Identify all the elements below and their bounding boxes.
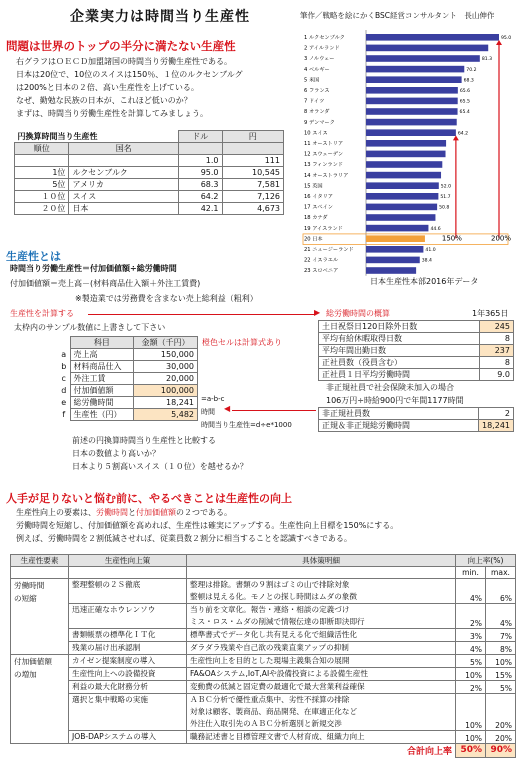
chart-value-label: 95.0 xyxy=(501,36,512,41)
follow-line: 日本の数値より高いか？ xyxy=(72,449,160,458)
min-cell[interactable]: 5% xyxy=(456,655,486,668)
chart-category-label: 19 アイスランド xyxy=(304,225,343,232)
author-line: 筆作／戦略を絵にかくBSC経営コンサルタント 長山伸作 xyxy=(300,11,495,20)
chart-bar xyxy=(366,204,437,211)
productivity-formula: 時間当り労働生産性＝付加価値額÷総労働時間 xyxy=(10,264,177,273)
chart-annotation: 200% xyxy=(491,234,512,243)
section3-body xyxy=(16,506,398,545)
section3-line: 生産性向上の要素は、労働時間と付加価値額の２つである。 xyxy=(16,508,232,517)
min-cell[interactable]: 2% xyxy=(456,681,486,694)
table-row: 非正規社員数 2 xyxy=(319,408,514,420)
calc-table xyxy=(58,336,198,421)
total-min: 50% xyxy=(456,744,486,758)
chart-value-label: 65.4 xyxy=(459,110,470,116)
hours-table-block xyxy=(318,320,514,432)
productivity-formula-note: 時間当り生産性=d÷e*1000 xyxy=(201,421,292,429)
chart-category-label: 6 フランス xyxy=(304,88,330,94)
table-row: 正社員１日平均労働時間 9.0 xyxy=(319,369,514,381)
chart-category-label: 17 スペイン xyxy=(304,204,333,211)
productivity-cell: 5,482 xyxy=(134,409,198,421)
table-row: c 外注工賃 20,000 xyxy=(58,373,198,385)
details-cell: 当り前を文章化。報告・連絡・相談の定義づけ ミス・ロス・ムダの削減で情報伝達の即断即決即行 xyxy=(187,604,456,629)
chart-value-label: 65.5 xyxy=(459,99,470,105)
chart-category-label: 8 オランダ xyxy=(304,109,330,116)
chart-annotation: 150% xyxy=(441,234,462,243)
chart-bar xyxy=(366,76,462,83)
chart-bar xyxy=(366,193,438,200)
chart-bar xyxy=(366,129,456,136)
details-cell: FA&OAシステム,IoT,AIや設備投資による設備生産性 xyxy=(187,668,456,681)
min-cell[interactable]: 2% xyxy=(456,604,486,629)
chart-category-label: 22 イスラエル xyxy=(304,257,339,264)
min-cell[interactable]: 4% xyxy=(456,642,486,655)
chart-bar xyxy=(366,45,488,52)
table-row: 正社員数（役員含む） 8 xyxy=(319,357,514,369)
calc-label: 生産性を計算する xyxy=(10,309,74,318)
max-cell[interactable]: 7% xyxy=(486,629,516,642)
section1-line: 右グラフはＯＥＣＤ加盟諸国の時間当り労働生産性である。 xyxy=(16,57,232,66)
details-cell: 職務記述書と目標管理文書で人材育成、組織力向上 xyxy=(187,731,456,744)
section3-heading: 人手が足りないと悩む前に、やるべきことは生産性の向上 xyxy=(6,492,292,505)
min-cell[interactable]: 10% xyxy=(456,668,486,681)
chart-bar xyxy=(366,225,428,232)
conversion-table-block xyxy=(14,130,284,215)
chart-bar xyxy=(366,98,458,105)
measure-cell: 書類帳票の標準化ＩＴ化 xyxy=(69,629,187,642)
arrow-line xyxy=(88,314,316,315)
max-cell[interactable]: 20% xyxy=(486,731,516,744)
section1-line: まずは、時間当り労働生産性を計算してみましょう。 xyxy=(16,109,208,118)
chart-bar xyxy=(366,87,458,94)
group-label: 労働時間 の短縮 xyxy=(11,579,69,655)
chart-bar xyxy=(366,172,441,179)
orange-cell-note: 橙色セルは計算式あり xyxy=(202,338,282,347)
employees-input[interactable]: 8 xyxy=(480,357,514,369)
chart-bar xyxy=(366,267,416,274)
table-row xyxy=(11,604,516,629)
table-row xyxy=(11,694,516,731)
chart-category-label: 5 米国 xyxy=(304,77,320,84)
details-cell: ダラダラ残業や自己欲の残業直業アップの抑制 xyxy=(187,642,456,655)
chart-category-label: 2 アイルランド xyxy=(304,45,340,52)
chart-bar xyxy=(366,161,442,168)
chart-category-label: 18 カナダ xyxy=(304,215,328,222)
details-cell: 生産性向上を目的とした現場主義集合知の展開 xyxy=(187,655,456,668)
chart-bar xyxy=(366,151,446,158)
chart-category-label: 15 英国 xyxy=(304,183,323,190)
oecd-productivity-chart xyxy=(302,28,514,293)
chart-category-label: 4 ベルギー xyxy=(304,66,330,73)
chart-category-label: 10 スイス xyxy=(304,130,328,137)
table-row xyxy=(11,642,516,655)
measure-cell: 生産性向上への設備投資 xyxy=(69,668,187,681)
max-cell[interactable]: 6% xyxy=(486,579,516,604)
chart-category-label: 11 オーストリア xyxy=(304,141,344,147)
col-header: 国名 xyxy=(69,143,179,155)
chart-source: 日本生産性本部2016年データ xyxy=(370,277,479,286)
chart-category-label: 1 ルクセンブルク xyxy=(304,35,345,41)
sample-note: 太枠内のサンプル数値に上書きして下さい xyxy=(14,323,166,332)
details-cell: 標準書式でデータ化し共有見える化で組織活性化 xyxy=(187,629,456,642)
value-added-definition: 付加価値額＝売上高－(材料商品仕入額＋外注工賃費) xyxy=(10,279,201,288)
chart-bar xyxy=(366,66,464,73)
follow-line: 日本より５割高いスイス（１０位）を越せるか？ xyxy=(72,462,248,471)
chart-category-label: 9 デンマーク xyxy=(304,119,335,126)
min-cell[interactable]: 10% xyxy=(456,731,486,744)
chart-value-label: 50.8 xyxy=(439,205,450,211)
hours-table-2 xyxy=(318,407,514,432)
section1-line: 日本は20位で、10位のスイスは150％、１位のルクセンブルグ xyxy=(16,70,243,79)
col-header: 具体策明細 xyxy=(187,555,456,567)
table-row: e 総労働時間 18,241 xyxy=(58,397,198,409)
chart-value-label: 38.4 xyxy=(421,258,432,264)
table-row: d 付加価値額 100,000 xyxy=(58,385,198,397)
col-header: 科目 xyxy=(70,337,134,349)
table-row: 5位 アメリカ 68.3 7,581 xyxy=(15,179,284,191)
chart-bar xyxy=(366,108,458,115)
table-row xyxy=(11,629,516,642)
plan-table-block xyxy=(10,554,516,758)
plan-table xyxy=(10,554,516,758)
arrow-line xyxy=(232,410,316,411)
chart-bar xyxy=(366,34,499,41)
table-row: 1.0 111 xyxy=(15,155,284,167)
chart-bar xyxy=(366,246,423,253)
table-row: ２０位 日本 42.1 4,673 xyxy=(15,203,284,215)
section2-heading: 生産性とは xyxy=(6,250,61,263)
section1-body xyxy=(16,55,243,120)
hours-note: 106万円÷時給900円で年間1177時間 xyxy=(326,396,464,405)
table-row: １０位 スイス 64.2 7,126 xyxy=(15,191,284,203)
table-row xyxy=(11,655,516,668)
section3-line: 労働時間を短縮し、付加価値額を高めれば、生産性は確実にアップする。生産性向上目標を150%にする。 xyxy=(16,521,399,530)
col-header: ドル xyxy=(178,131,222,143)
daily-hours-input[interactable]: 9.0 xyxy=(480,369,514,381)
chart-value-label: 52.0 xyxy=(440,184,452,190)
total-max: 90% xyxy=(486,744,516,758)
min-cell[interactable]: 4% xyxy=(456,579,486,604)
section1-line: なぜ、勤勉な民族の日本が、これほど低いのか？ xyxy=(16,96,192,105)
chart-bar xyxy=(366,140,446,147)
details-cell: 変動費の低減と固定費の最適化で最大営業利益確保 xyxy=(187,681,456,694)
total-hours-cell: 18,241 xyxy=(134,397,198,409)
hours-title: 総労働時間の概算 xyxy=(326,309,390,318)
hours-note: 非正規社員で社会保険未加入の場合 xyxy=(326,383,454,392)
chart-category-label: 7 ドイツ xyxy=(304,98,325,105)
max-cell[interactable]: 4% xyxy=(486,604,516,629)
chart-category-label: 12 スウェーデン xyxy=(304,151,344,158)
measure-cell: 利益の最大化財務分析 xyxy=(69,681,187,694)
chart-value-label: 51.7 xyxy=(440,195,451,200)
chart-value-label: 81.3 xyxy=(481,57,493,63)
max-cell[interactable]: 5% xyxy=(486,681,516,694)
table-row: 平均有給休暇取得日数 8 xyxy=(319,333,514,345)
min-cell[interactable]: 10% xyxy=(456,694,486,731)
sales-input[interactable]: 150,000 xyxy=(134,349,198,361)
col-header: 向上率(%) xyxy=(456,555,516,567)
measure-cell: カイゼン提案制度の導入 xyxy=(69,655,187,668)
conversion-table-title: 円換算時間当り生産性 xyxy=(17,131,98,141)
chart-category-label: 16 イタリア xyxy=(304,194,333,200)
chart-bar xyxy=(366,55,480,62)
details-cell: 整理は排除。書類の９割はゴミの山で排除対象 整頓は見える化。モノとの探し時間はムダの象徴 xyxy=(187,579,456,604)
chart-category-label: 23 スロベニア xyxy=(304,268,339,275)
outsourcing-input[interactable]: 20,000 xyxy=(134,373,198,385)
min-header: min. xyxy=(456,567,486,579)
section1-heading: 問題は世界のトップの半分に満たない生産性 xyxy=(6,39,236,53)
table-row xyxy=(11,681,516,694)
chart-value-label: 68.3 xyxy=(463,78,474,84)
max-cell[interactable]: 8% xyxy=(486,642,516,655)
table-row xyxy=(11,579,516,604)
table-row: f 生産性（円） 5,482 xyxy=(58,409,198,421)
chart-value-label: 44.6 xyxy=(430,226,441,232)
col-header: 円 xyxy=(222,131,284,143)
hours-table xyxy=(318,320,514,381)
col-header: 生産性向上策 xyxy=(69,555,187,567)
manufacturing-note: ※製造業では労務費を含まない売上総利益（粗利） xyxy=(75,294,258,303)
table-row xyxy=(11,668,516,681)
paid-leave-input[interactable]: 8 xyxy=(480,333,514,345)
calc-table-block xyxy=(58,336,198,421)
chart-category-label: 13 フィンランド xyxy=(304,162,343,169)
measure-cell: 整理整頓の２Ｓ徹底 xyxy=(69,579,187,604)
group-label: 付加価値額 の増加 xyxy=(11,655,69,744)
arrow-left-icon: ◀ xyxy=(224,404,231,413)
formula-note: =a-b-c xyxy=(201,395,225,403)
table-row: 1位 ルクセンブルク 95.0 10,545 xyxy=(15,167,284,179)
section3-line: 例えば、労働時間を２割低減させれば、従業員数２割分に相当することを認識すべきである。 xyxy=(16,534,352,543)
col-header: 生産性要素 xyxy=(11,555,69,567)
year-days: 1年365日 xyxy=(472,309,509,318)
table-row xyxy=(11,731,516,744)
details-cell: ＡＢＣ分析で優性重点集中、劣性不採算の排除 対象は顧客、製商品、商品開発、在庫適正化など 外注仕入取引先のＡＢＣ分析選別と新規交渉 xyxy=(187,694,456,731)
measure-cell: 残業の届け出承認制 xyxy=(69,642,187,655)
chart-bar xyxy=(366,235,425,242)
chart-category-label: 20 日本 xyxy=(304,236,323,243)
conversion-table xyxy=(14,130,284,215)
arrow-head-icon: ▶ xyxy=(314,308,321,317)
measure-cell: 迅速正確なホウレンソウ xyxy=(69,604,187,629)
value-added-cell: 100,000 xyxy=(134,385,198,397)
chart-value-label: 65.6 xyxy=(459,89,471,94)
col-header: 金額（千円） xyxy=(134,337,198,349)
table-row: 土日祝祭日120日除外日数 245 xyxy=(319,321,514,333)
chart-category-label: 21 ニュージーランド xyxy=(304,247,354,253)
table-row: 正規＆非正規総労働時間 18,241 xyxy=(319,420,514,432)
chart-bar xyxy=(366,257,420,264)
hours-unit: 時間 xyxy=(201,408,215,416)
max-cell[interactable]: 20% xyxy=(486,694,516,731)
part-time-input[interactable]: 2 xyxy=(479,408,514,420)
section1-line: は200%と日本の２倍、高い生産性を上げている。 xyxy=(16,83,199,92)
page-title: 企業実力は時間当り生産性 xyxy=(70,9,250,25)
follow-up-text xyxy=(72,434,248,473)
chart-bar xyxy=(366,182,439,189)
table-row: 平均年間出勤日数 237 xyxy=(319,345,514,357)
min-cell[interactable]: 3% xyxy=(456,629,486,642)
table-row: a 売上高 150,000 xyxy=(58,349,198,361)
purchase-input[interactable]: 30,000 xyxy=(134,361,198,373)
col-header: 順位 xyxy=(15,143,69,155)
table-row: b 材料商品仕入 30,000 xyxy=(58,361,198,373)
chart-value-label: 64.2 xyxy=(457,131,469,137)
max-header: max. xyxy=(486,567,516,579)
measure-cell: JOB-DAPシステムの導入 xyxy=(69,731,187,744)
chart-value-label: 70.2 xyxy=(466,67,477,73)
total-label: 合計向上率 xyxy=(406,747,452,757)
max-cell[interactable]: 10% xyxy=(486,655,516,668)
chart-bar xyxy=(366,119,457,126)
chart-bar xyxy=(366,214,435,221)
max-cell[interactable]: 15% xyxy=(486,668,516,681)
follow-line: 前述の円換算時間当り生産性と比較する xyxy=(72,436,216,445)
chart-category-label: 14 オーストラリア xyxy=(304,172,349,179)
chart-value-label: 41.0 xyxy=(425,248,436,253)
measure-cell: 選択と集中戦略の実施 xyxy=(69,694,187,731)
chart-category-label: 3 ノルウェー xyxy=(304,56,335,63)
